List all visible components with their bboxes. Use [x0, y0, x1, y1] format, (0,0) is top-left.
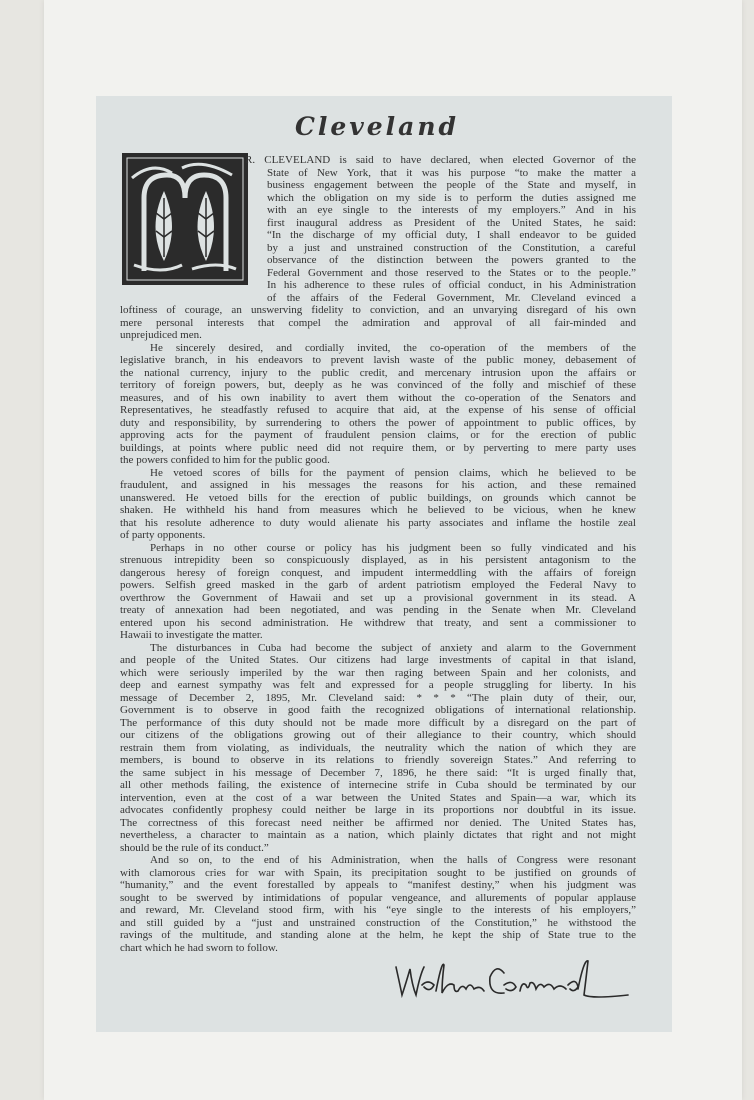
text-line: and still guided by a “just and unstrained construction of the Constitution,” he withstood the: [120, 916, 636, 929]
text-line: business engagement between the people of the State and myself, in: [267, 179, 636, 191]
text-line: by a just and unstrained construction of the Constitution, a careful: [267, 241, 636, 254]
text-line: the national currency, injury to the public credit, and mercenary intrusion upon the affairs or: [120, 366, 636, 379]
text-line: which the obligation on my side is to perform the duties assigned me: [267, 191, 636, 204]
text-line: first inaugural address as President of the United States, he said:: [267, 216, 636, 229]
text-line: message of December 2, 1895, Mr. Cleveland said: * * * “The plain duty of their, our,: [120, 691, 636, 704]
text-line: all other methods failing, the existence of internecine strife in Cuba should be terminated by our: [120, 779, 636, 791]
text-line: and reward, Mr. Cleveland stood firm, with his “eye single to the interests of his employers,”: [120, 904, 636, 916]
text-line: The correctness of this forecast need neither be affirmed nor denied. The United States has,: [120, 816, 636, 829]
text-line: dangerous heresy of foreign conquest, and impudent intermeddling with the affairs of foreign: [120, 566, 636, 579]
text-line: strenuous intrepidity been so conspicuously displayed, as in his persistent antagonism to the: [120, 554, 636, 566]
text-line: And so on, to the end of his Administration, when the halls of Congress were resonant: [150, 854, 636, 866]
text-line: restrain them from violating, as individuals, the neutrality which the nation of which they are: [120, 741, 636, 754]
signature: [392, 955, 632, 1005]
text-line: Perhaps in no other course or policy has his judgment been so fully vindicated and his: [150, 541, 636, 554]
text-line: which were seriously imperiled by the war then raging between Spain and her colonists, and: [120, 666, 636, 679]
text-line: approving acts for the payment of fraudulent pension claims, or for the erection of public: [120, 429, 636, 441]
text-line: He sincerely desired, and cordially invited, the co-operation of the members of the: [150, 341, 636, 354]
text-line: with clamorous cries for war with Spain, its precipitation sought to be justified on grounds of: [120, 866, 636, 879]
text-line: of the affairs of the Federal Government, Mr. Cleveland evinced a: [267, 291, 636, 304]
page-title: Cleveland: [294, 112, 460, 141]
text-line: fraudulent, and assigned in his messages the reasons for his action, and these remained: [120, 479, 636, 491]
text-line: treaty of annexation had been negotiated, and was pending in the Senate when Mr. Cleveland: [120, 604, 636, 616]
text-line: and people of the United States. Our citizens had large investments of capital in that island,: [120, 654, 636, 666]
text-line: members, is bound to observe in its relations to friendly sovereign States.” And referring to: [120, 754, 636, 766]
text-line: deep and earnest sympathy was felt and expressed for a people struggling for liberty. In his: [120, 679, 636, 691]
text-line: measures, and of his own inability to avert them without the co-operation of the Senators and: [120, 391, 636, 404]
text-line: unanswered. He vetoed bills for the erection of public buildings, on grounds which cannot be: [120, 491, 636, 504]
text-line: our citizens of the obligations growing out of their allegiance to their country, which should: [120, 729, 636, 741]
text-line: Government is to observe in good faith the recognized obligations of international relationship.: [120, 704, 636, 716]
text-line: State of New York, that it was his purpose “to make the matter a: [267, 166, 636, 179]
text-line: the powers confided to him for the public good.: [120, 454, 330, 466]
text-line: shaken. He withheld his hand from measures which he believed to be vicious, when he knew: [120, 504, 636, 516]
text-line: Representatives, he steadfastly refused to acquire that aid, at the expense of his sense of official: [120, 404, 636, 416]
text-line: intervention, even at the cost of a war between the United States and Spain—a war, which its: [120, 791, 636, 804]
article-body: [120, 154, 636, 954]
text-line: In his adherence to these rules of official conduct, in his Administration: [267, 279, 636, 291]
text-line: Federal Government and those reserved to the States or to the people.”: [267, 266, 636, 279]
text-line: R. CLEVELAND is said to have declared, when elected Governor of the: [245, 154, 636, 166]
text-line: nevertheless, a character to maintain as a nation, which plainly dictates that right and not might: [120, 829, 636, 841]
text-line: advocates confidently prophesy could neither be large in its proportions nor doubtful in its issue.: [120, 804, 636, 816]
text-line: the same subject in his message of December 7, 1896, he there said: “It is urged finally that,: [120, 766, 636, 779]
text-line: powers. Selfish greed masked in the garb of ardent patriotism employed the Federal Navy to: [120, 579, 636, 591]
text-line: sought to be swerved by intimidations of popular vengeance, and allurements of popular applause: [120, 891, 636, 904]
text-line: territory of foreign powers, but, deeply as he was convinced of the folly and mischief of these: [120, 379, 636, 391]
text-line: should be the rule of its conduct.”: [120, 841, 269, 854]
text-line: “humanity,” and the event forestalled by appeals to “manifest destiny,” when his judgment was: [120, 879, 636, 891]
text-line: loftiness of courage, an unswerving fidelity to conviction, and an unvarying disregard of his own: [120, 304, 636, 316]
text-line: The disturbances in Cuba had become the subject of anxiety and alarm to the Government: [150, 641, 636, 654]
text-line: mere personal interests that compel the admiration and approval of all fair-minded and: [120, 316, 636, 329]
text-line: entered upon his second administration. He withdrew that treaty, and sent a commissioner to: [120, 616, 636, 629]
text-line: duty and responsibility, by surrendering to others the power of appointment to public offices, by: [120, 416, 636, 429]
text-line: overthrow the Government of Hawaii and set up a provisional government in its stead. A: [120, 591, 636, 604]
text-line: of party opponents.: [120, 529, 206, 541]
text-line: with an eye single to the interests of my employers.” And in his: [267, 204, 636, 216]
text-line: He vetoed scores of bills for the payment of pension claims, which he believed to be: [150, 466, 636, 479]
text-line: Hawaii to investigate the matter.: [120, 629, 263, 641]
text-line: “In the discharge of my official duty, I shall endeavor to be guided: [267, 229, 636, 241]
text-line: observance of the distinction between the powers granted to the: [267, 254, 636, 266]
text-line: The performance of this duty should not be made more difficult by a disregard on the part of: [120, 716, 636, 729]
text-line: buildings, at points where public need did not require them, or by perverting to mere party uses: [120, 441, 636, 454]
text-line: unprejudiced men.: [120, 329, 202, 341]
text-line: that his resolute adherence to duty would alienate his party associates and inflame the hostile zeal: [120, 516, 636, 529]
text-line: chart which he had sworn to follow.: [120, 941, 278, 954]
text-line: legislative branch, in his endeavors to prevent lavish waste of the public money, debasement of: [120, 354, 636, 366]
text-line: ravings of the multitude, and standing alone at the helm, he kept the ship of State true to the: [120, 929, 636, 941]
